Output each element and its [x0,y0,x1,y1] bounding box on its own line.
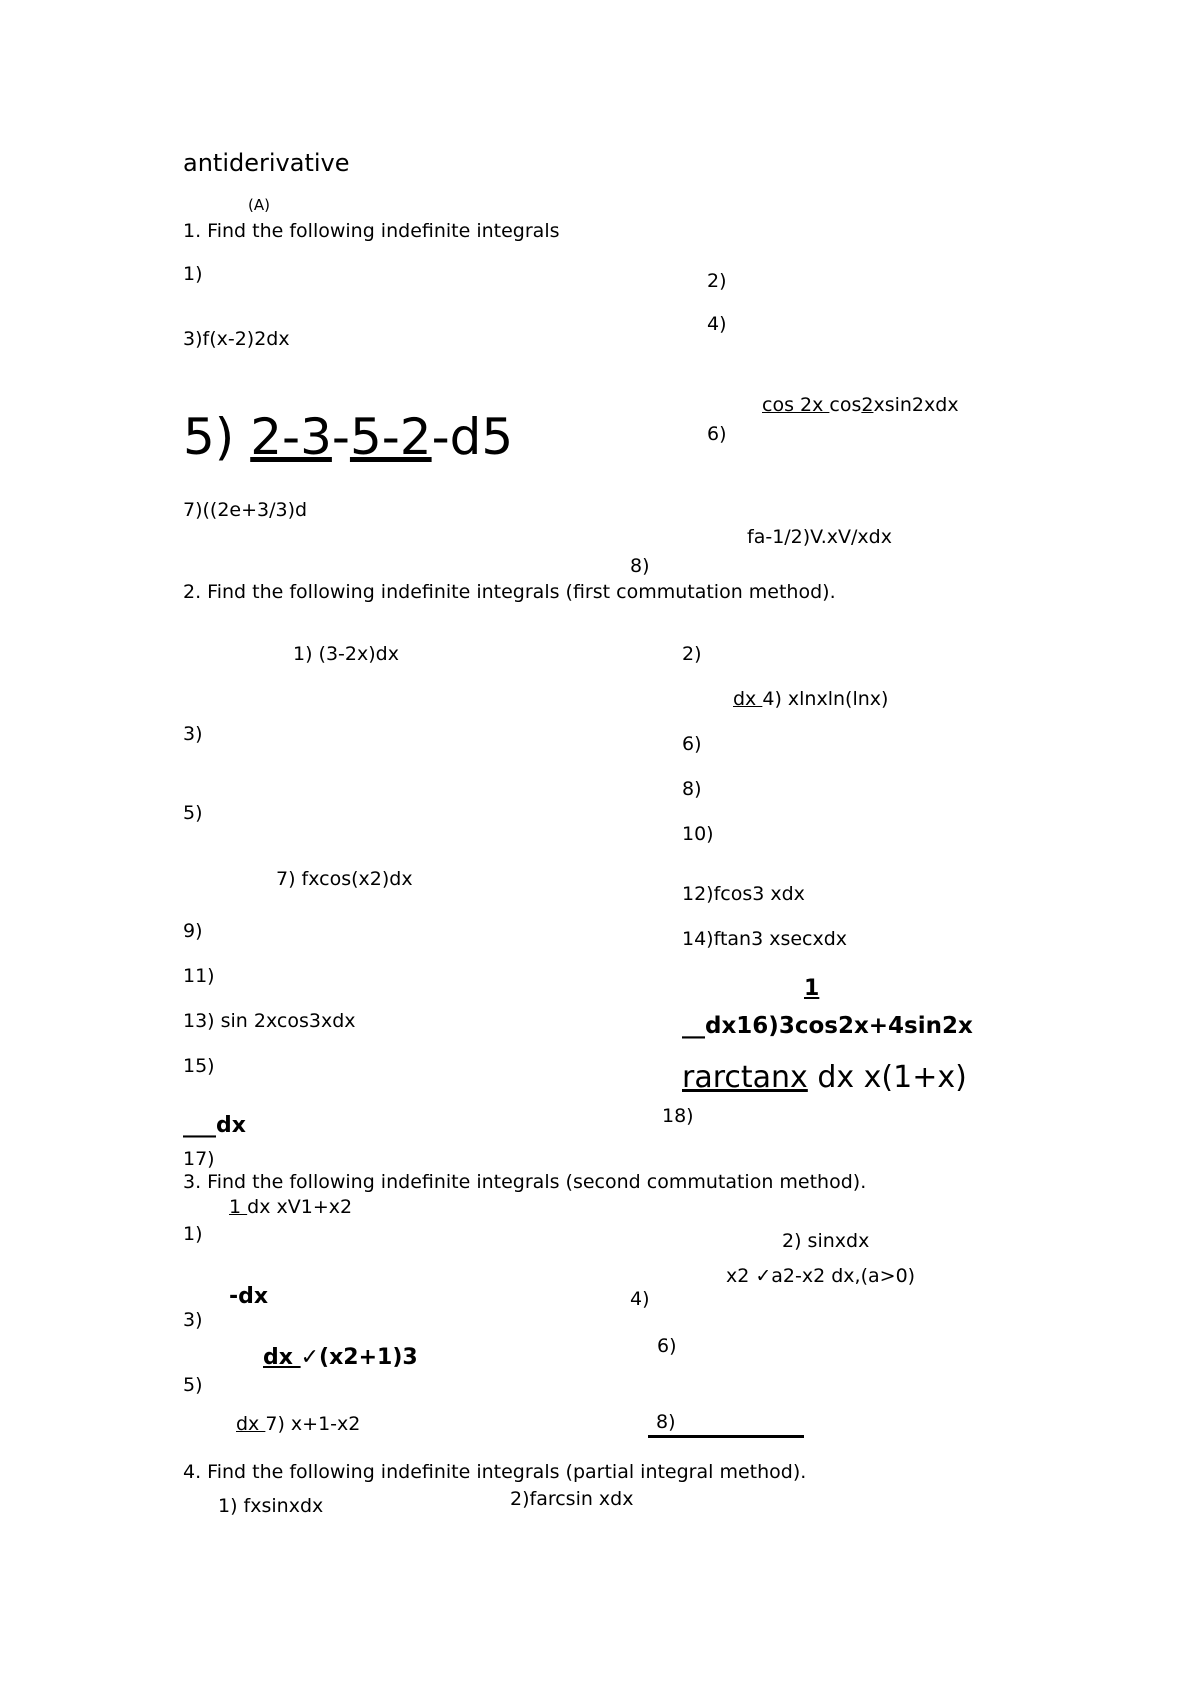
s2-item-5: 5) [183,802,203,824]
s3-item-3: 3) [183,1309,203,1331]
s2-item-8: 8) [682,778,702,800]
section-3-heading: 3. Find the following indefinite integrals (second commutation method). [183,1171,867,1193]
s3-item-5-expr-a: dx [263,1345,301,1370]
s3-item-1-expr-b: dx xV1+x2 [247,1196,353,1218]
s2-item-18-expr-a: rarctanx [682,1060,808,1095]
s2-item-4 [733,690,888,709]
s2-item-17: 17) [183,1148,215,1170]
s2-item-15: 15) [183,1055,215,1077]
s3-item-4: 4) [630,1288,650,1310]
s3-item-5-expression [263,1347,418,1369]
s2-item-18-expr-b: dx x(1+x) [807,1060,967,1095]
s3-item-5: 5) [183,1374,203,1396]
s4-item-1: 1) fxsinxdx [218,1495,324,1517]
s2-item-13: 13) sin 2xcos3xdx [183,1010,356,1032]
s2-item-17-dx: ___dx [183,1113,246,1138]
s1-item-6-expr-d: xsin2xdx [873,394,959,416]
s1-item-1: 1) [183,263,203,285]
s1-item-6-expr-b: cos [829,394,862,416]
s1-item-3: 3)f(x-2)2dx [183,328,290,350]
s2-item-11: 11) [183,965,215,987]
s2-item-18-expression [682,1060,967,1095]
s2-item-10: 10) [682,823,714,845]
s2-item-14: 14)ftan3 xsecxdx [682,928,848,950]
section-1-heading: 1. Find the following indefinite integrals [183,220,560,242]
section-4-heading: 4. Find the following indefinite integrals (partial integral method). [183,1461,807,1483]
s3-item-8: 8) [656,1411,676,1433]
s2-item-7: 7) fxcos(x2)dx [276,868,413,890]
s1-item-6-expr-a: cos 2x [762,394,830,416]
section-2-heading: 2. Find the following indefinite integrals (first commutation method). [183,581,836,603]
s1-item-8-expression: fa-1/2)V.xV/xdx [747,526,892,548]
s2-item-4-dx: dx [733,688,763,710]
s2-item-16-numerator: 1 [804,976,820,1001]
s3-item-7-dx: dx [236,1413,266,1435]
s1-item-5-part-b: - [331,408,350,466]
s3-item-2: 2) sinxdx [782,1230,870,1252]
s2-item-3: 3) [183,723,203,745]
s2-item-9: 9) [183,920,203,942]
s3-item-5-expr-b: ✓(x2+1)3 [300,1345,418,1370]
s2-item-6: 6) [682,733,702,755]
s1-item-8: 8) [630,555,650,577]
s2-item-12: 12)fcos3 xdx [682,883,805,905]
s2-item-2: 2) [682,643,702,665]
s1-item-5-part-a: 2-3 [250,408,332,466]
s3-item-4-expression: x2 ✓a2-x2 dx,(a>0) [726,1265,916,1287]
s1-item-7: 7)((2e+3/3)d [183,499,308,521]
s1-item-5-label: 5) [183,408,251,466]
s1-item-2: 2) [707,270,727,292]
page-title: antiderivative [183,149,350,177]
variant-label: (A) [248,196,270,214]
s1-item-5 [183,408,514,466]
s3-item-1: 1) [183,1223,203,1245]
s1-item-5-part-c: 5-2 [349,408,432,466]
s2-item-18: 18) [662,1105,694,1127]
s3-item-3-dx: -dx [229,1284,269,1309]
s3-item-6: 6) [657,1335,677,1357]
s1-item-5-part-d: -d5 [431,408,514,466]
s3-item-8-answer-line [648,1435,804,1438]
s2-item-16: __dx16)3cos2x+4sin2x [682,1013,973,1039]
s2-item-1: 1) (3-2x)dx [293,643,399,665]
s2-item-4-expr: 4) xlnxln(lnx) [762,688,889,710]
s3-item-7 [236,1415,360,1434]
s4-item-2: 2)farcsin xdx [510,1488,634,1510]
s1-item-6-expression [762,396,959,415]
s1-item-6-expr-c: 2 [861,394,874,416]
s1-item-6: 6) [707,423,727,445]
s3-item-1-expr-a: 1 [229,1196,248,1218]
s3-item-7-expr: 7) x+1-x2 [265,1413,361,1435]
s1-item-4: 4) [707,313,727,335]
s3-item-1-expression [229,1198,352,1217]
